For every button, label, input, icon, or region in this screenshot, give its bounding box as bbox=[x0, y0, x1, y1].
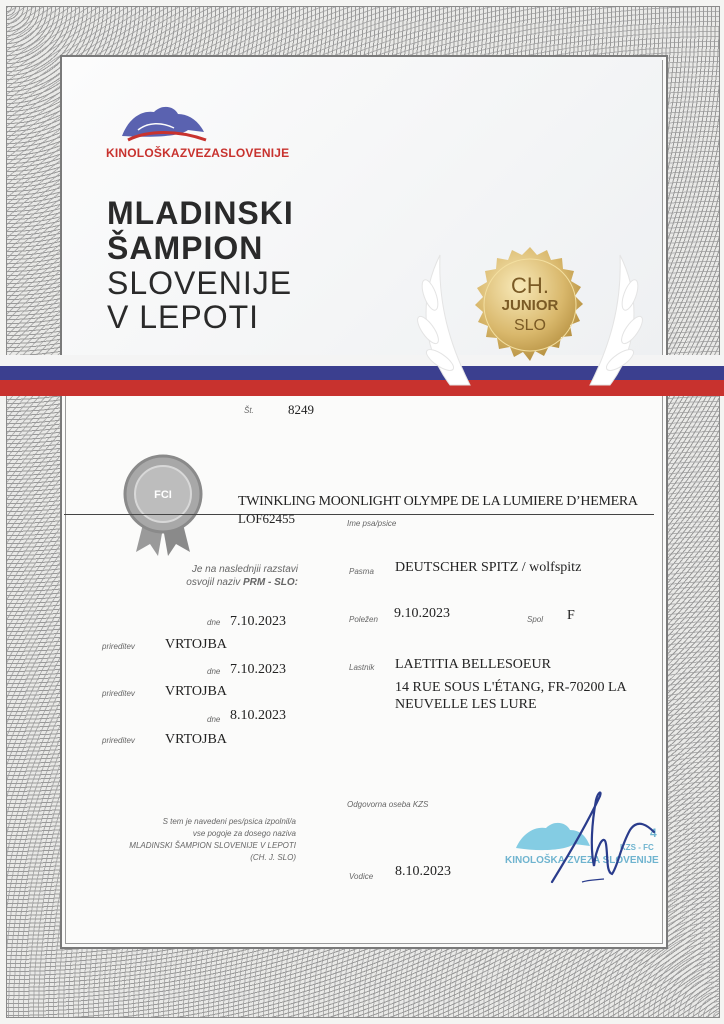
title-line-4: V LEPOTI bbox=[107, 299, 260, 335]
show-1-place: VRTOJBA bbox=[165, 637, 227, 652]
born-value: 9.10.2023 bbox=[394, 606, 450, 621]
kzs-dog-logo-icon bbox=[118, 100, 208, 144]
org-name-part3: SLOVENIJE bbox=[220, 146, 290, 160]
show-2-place: VRTOJBA bbox=[165, 684, 227, 699]
title-line-3: SLOVENIJE bbox=[107, 265, 293, 301]
seal-line-3: SLO bbox=[513, 317, 546, 334]
seal-line-1: CH. bbox=[511, 273, 549, 298]
show-1-date: 7.10.2023 bbox=[230, 614, 286, 629]
org-name-part1: KINOLOŠKA bbox=[106, 146, 180, 160]
show-1-date-label: dne bbox=[207, 618, 221, 627]
org-name-part2: ZVEZA bbox=[179, 146, 221, 160]
shows-intro-title: PRM - SLO: bbox=[243, 577, 298, 588]
certificate-number-label: Št. bbox=[244, 406, 254, 415]
statement-line-1: S tem je navedeni pes/psica izpolnil/a bbox=[162, 817, 296, 826]
show-2-organizer-label: prireditev bbox=[102, 689, 135, 698]
owner-address-line-2: NEUVELLE LES LURE bbox=[395, 697, 537, 712]
seal-label bbox=[466, 273, 594, 336]
show-3-place: VRTOJBA bbox=[165, 732, 227, 747]
title-line-2: ŠAMPION bbox=[107, 230, 264, 266]
sex-label: Spol bbox=[527, 615, 544, 624]
stamp-code: KZS - FC bbox=[620, 843, 654, 852]
show-3-date: 8.10.2023 bbox=[230, 708, 286, 723]
show-3-organizer-label: prireditev bbox=[102, 736, 135, 745]
breed-label: Pasma bbox=[349, 567, 374, 576]
show-3-date-label: dne bbox=[207, 715, 221, 724]
shows-intro-line-2 bbox=[110, 577, 298, 588]
show-1-organizer-label: prireditev bbox=[102, 642, 135, 651]
stamp-edge-mark: 4 bbox=[650, 826, 657, 840]
seal-line-2: JUNIOR bbox=[501, 297, 559, 314]
fci-badge-text: FCI bbox=[154, 489, 172, 501]
dog-name-label: Ime psa/psice bbox=[347, 519, 397, 528]
certificate-number: 8249 bbox=[288, 402, 314, 417]
issue-date: 8.10.2023 bbox=[395, 864, 451, 879]
dog-name: TWINKLING MOONLIGHT OLYMPE DE LA LUMIERE D’HEMERA bbox=[238, 494, 638, 509]
dog-name-underline bbox=[64, 514, 654, 515]
statement-line-2: vse pogoje za dosego naziva bbox=[192, 829, 296, 838]
owner-name: LAETITIA BELLESOEUR bbox=[395, 657, 551, 672]
owner-label: Lastnik bbox=[349, 663, 375, 672]
fci-badge-icon bbox=[118, 452, 208, 556]
show-2-date: 7.10.2023 bbox=[230, 662, 286, 677]
shows-intro-prefix: osvojil naziv bbox=[186, 577, 243, 588]
issue-place: Vodice bbox=[349, 872, 374, 881]
show-2-date-label: dne bbox=[207, 667, 221, 676]
sex-value: F bbox=[567, 608, 575, 623]
dog-registration: LOF62455 bbox=[238, 511, 296, 526]
statement-line-4: (CH. J. SLO) bbox=[250, 853, 296, 862]
breed-value: DEUTSCHER SPITZ / wolfspitz bbox=[395, 560, 582, 575]
signature-icon bbox=[548, 786, 658, 886]
title-line-1: MLADINSKI bbox=[107, 195, 294, 231]
organization-name bbox=[106, 146, 289, 160]
born-label: Poležen bbox=[349, 615, 378, 624]
stamp-organization: KINOLOŠKA ZVEZA SLOVENIJE bbox=[505, 855, 659, 866]
owner-address-line-1: 14 RUE SOUS L'ÉTANG, FR-70200 LA bbox=[395, 680, 627, 695]
shows-intro-line-1: Je na naslednjii razstavi bbox=[191, 564, 298, 575]
statement-line-3: MLADINSKI ŠAMPION SLOVENIJE V LEPOTI bbox=[129, 841, 296, 850]
responsible-person-label: Odgovorna oseba KZS bbox=[347, 800, 429, 809]
